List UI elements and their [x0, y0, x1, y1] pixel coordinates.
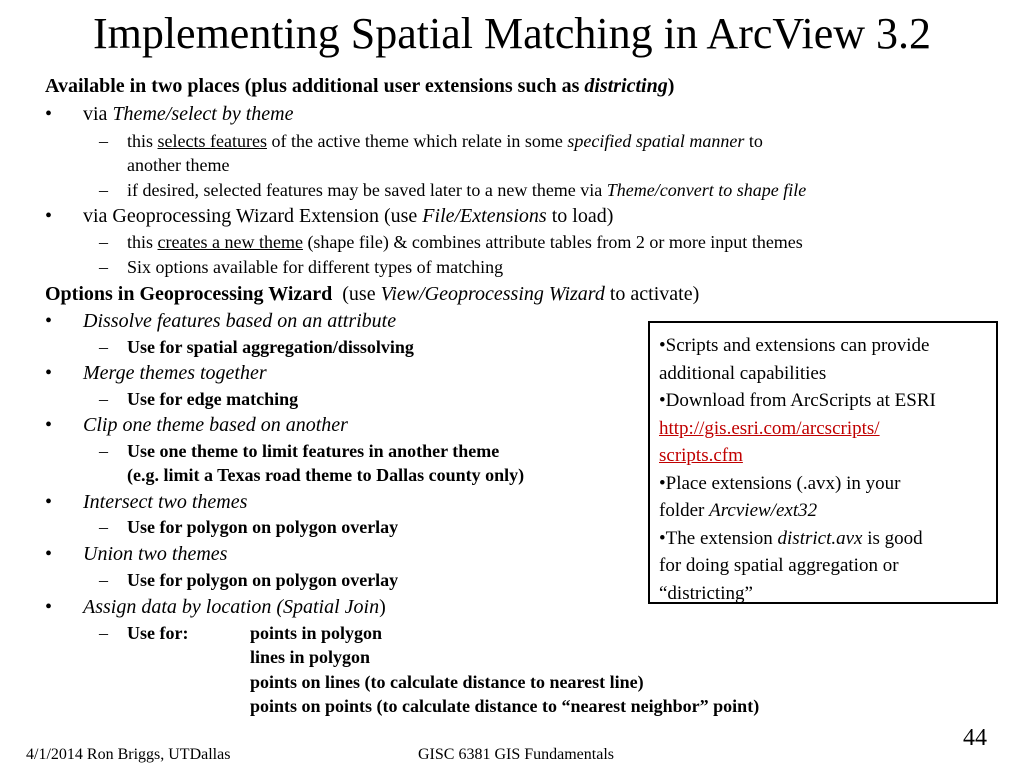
- sub-bullet-convert: – if desired, selected features may be saved later to a new theme via Theme/convert to shape file: [99, 180, 807, 200]
- option-clip-example: (e.g. limit a Texas road theme to Dallas county only): [127, 465, 525, 485]
- bullet-marker: •: [45, 310, 53, 332]
- option-union-use: [99, 569, 398, 591]
- theme-select-menu-path: Theme/select by theme: [112, 103, 294, 125]
- option-label-close: ): [379, 596, 386, 618]
- option-label: Clip one theme based on another: [83, 414, 348, 436]
- dash-marker: –: [99, 623, 108, 643]
- option-label: Dissolve features based on an attribute: [83, 310, 397, 332]
- option-use: Use for polygon on polygon overlay: [127, 570, 399, 590]
- intro-heading-text: Available in two places (plus additional user extensions such as: [45, 75, 580, 97]
- sub-text: this: [127, 232, 154, 252]
- use-points-on-points: points on points (to calculate distance to “nearest neighbor” point): [250, 696, 760, 716]
- option-dissolve-use: [99, 336, 414, 358]
- options-heading-post: to activate): [609, 283, 700, 305]
- sub-text: Six options available for different types of matching: [127, 257, 504, 277]
- sub-text: this: [127, 131, 154, 151]
- option-dissolve: [45, 309, 396, 333]
- callout-line: for doing spatial aggregation or: [659, 555, 899, 576]
- intro-heading-italic: districting: [584, 75, 668, 97]
- callout-line: •Scripts and extensions can provide: [659, 335, 930, 356]
- bullet-geoprocessing: [45, 204, 613, 228]
- option-label: Union two themes: [83, 543, 228, 565]
- options-heading-menu-path: View/Geoprocessing Wizard: [380, 283, 605, 305]
- dash-marker: –: [99, 389, 108, 409]
- callout-box: [648, 321, 998, 604]
- option-label: Intersect two themes: [83, 491, 248, 513]
- option-intersect: [45, 490, 247, 514]
- option-merge-use: [99, 388, 298, 410]
- arcscripts-link-continued[interactable]: scripts.cfm: [659, 445, 743, 466]
- callout-line: •Place extensions (.avx) in your: [659, 472, 901, 494]
- callout-text: folder: [659, 500, 705, 521]
- option-assign-use-for: [99, 622, 188, 644]
- bullet-marker: •: [45, 103, 53, 125]
- option-use: Use for spatial aggregation/dissolving: [127, 337, 414, 357]
- page-number: 44: [963, 725, 987, 751]
- option-use: Use for edge matching: [127, 389, 299, 409]
- bullet-marker: •: [45, 414, 53, 436]
- intro-heading-close: ): [667, 75, 675, 97]
- bullet-marker: •: [45, 491, 53, 513]
- dash-marker: –: [99, 517, 108, 537]
- callout-line-extension: [659, 525, 996, 553]
- folder-path: Arcview/ext32: [709, 500, 818, 521]
- footer-course: GISC 6381 GIS Fundamentals: [418, 746, 614, 763]
- option-merge: [45, 361, 267, 385]
- bullet-marker: •: [45, 205, 53, 227]
- sub-text: of the active theme which relate in some: [271, 131, 563, 151]
- convert-menu-path: Theme/convert to shape file: [606, 180, 807, 200]
- callout-line: •Download from ArcScripts at ESRI: [659, 390, 936, 411]
- use-points-on-lines: points on lines (to calculate distance to nearest line): [250, 672, 644, 692]
- sub-bullet-six-options: – Six options available for different types of matching: [99, 257, 504, 277]
- option-use: Use one theme to limit features in another theme: [127, 441, 500, 461]
- sub-text: to: [748, 131, 763, 151]
- theme-select-pre: via: [83, 103, 108, 125]
- arcscripts-link[interactable]: http://gis.esri.com/arcscripts/: [659, 417, 880, 439]
- bullet-marker: •: [45, 362, 53, 384]
- dash-marker: –: [99, 337, 108, 357]
- use-points-in-polygon: points in polygon: [250, 623, 383, 643]
- sub-text: if desired, selected features may be saved later to a new theme via: [127, 180, 603, 200]
- options-heading-pre: (use: [342, 283, 376, 305]
- callout-text: •The extension: [659, 527, 773, 549]
- bullet-marker: •: [45, 596, 53, 618]
- selects-features-underlined: selects features: [157, 131, 267, 151]
- use-lines-in-polygon: lines in polygon: [250, 647, 371, 667]
- options-heading-bold: Options in Geoprocessing Wizard: [45, 283, 333, 305]
- footer-date-author: 4/1/2014 Ron Briggs, UTDallas: [26, 746, 231, 763]
- bullet-marker: •: [45, 543, 53, 565]
- bullet-theme-select: [45, 102, 293, 126]
- option-union: [45, 542, 227, 566]
- sub-text: (shape file) & combines attribute tables from 2 or more input themes: [307, 232, 803, 252]
- option-clip: [45, 413, 348, 437]
- use-for-label: Use for:: [127, 623, 189, 643]
- geoproc-post: to load): [551, 205, 614, 227]
- sub-italic: specified spatial manner: [567, 131, 745, 151]
- option-label: Merge themes together: [83, 362, 267, 384]
- option-use: Use for polygon on polygon overlay: [127, 517, 399, 537]
- dash-marker: –: [99, 570, 108, 590]
- sub-bullet-new-theme: – this creates a new theme (shape file) & combines attribute tables from 2 or more input themes: [99, 232, 803, 252]
- option-assign: [45, 595, 386, 619]
- geoproc-menu-path: File/Extensions: [422, 205, 547, 227]
- options-heading: [45, 282, 699, 306]
- option-intersect-use: [99, 516, 398, 538]
- callout-line-folder: [659, 497, 996, 525]
- callout-line: additional capabilities: [659, 362, 827, 384]
- sub-bullet-selects-features: – this selects features of the active theme which relate in some specified spatial manner to: [99, 131, 763, 151]
- callout-text: is good: [867, 527, 923, 549]
- dash-marker: –: [99, 441, 108, 461]
- callout-line: “districting”: [659, 582, 753, 604]
- sub-bullet-continuation: another theme: [127, 155, 230, 175]
- option-label: Assign data by location (Spatial Join: [83, 596, 380, 618]
- option-clip-use: [99, 440, 499, 462]
- intro-heading: [45, 74, 674, 98]
- geoproc-pre: via Geoprocessing Wizard Extension (use: [83, 205, 418, 227]
- extension-file: district.avx: [777, 527, 863, 549]
- creates-new-theme-underlined: creates a new theme: [157, 232, 303, 252]
- slide-title: Implementing Spatial Matching in ArcView 3.2: [92, 9, 932, 58]
